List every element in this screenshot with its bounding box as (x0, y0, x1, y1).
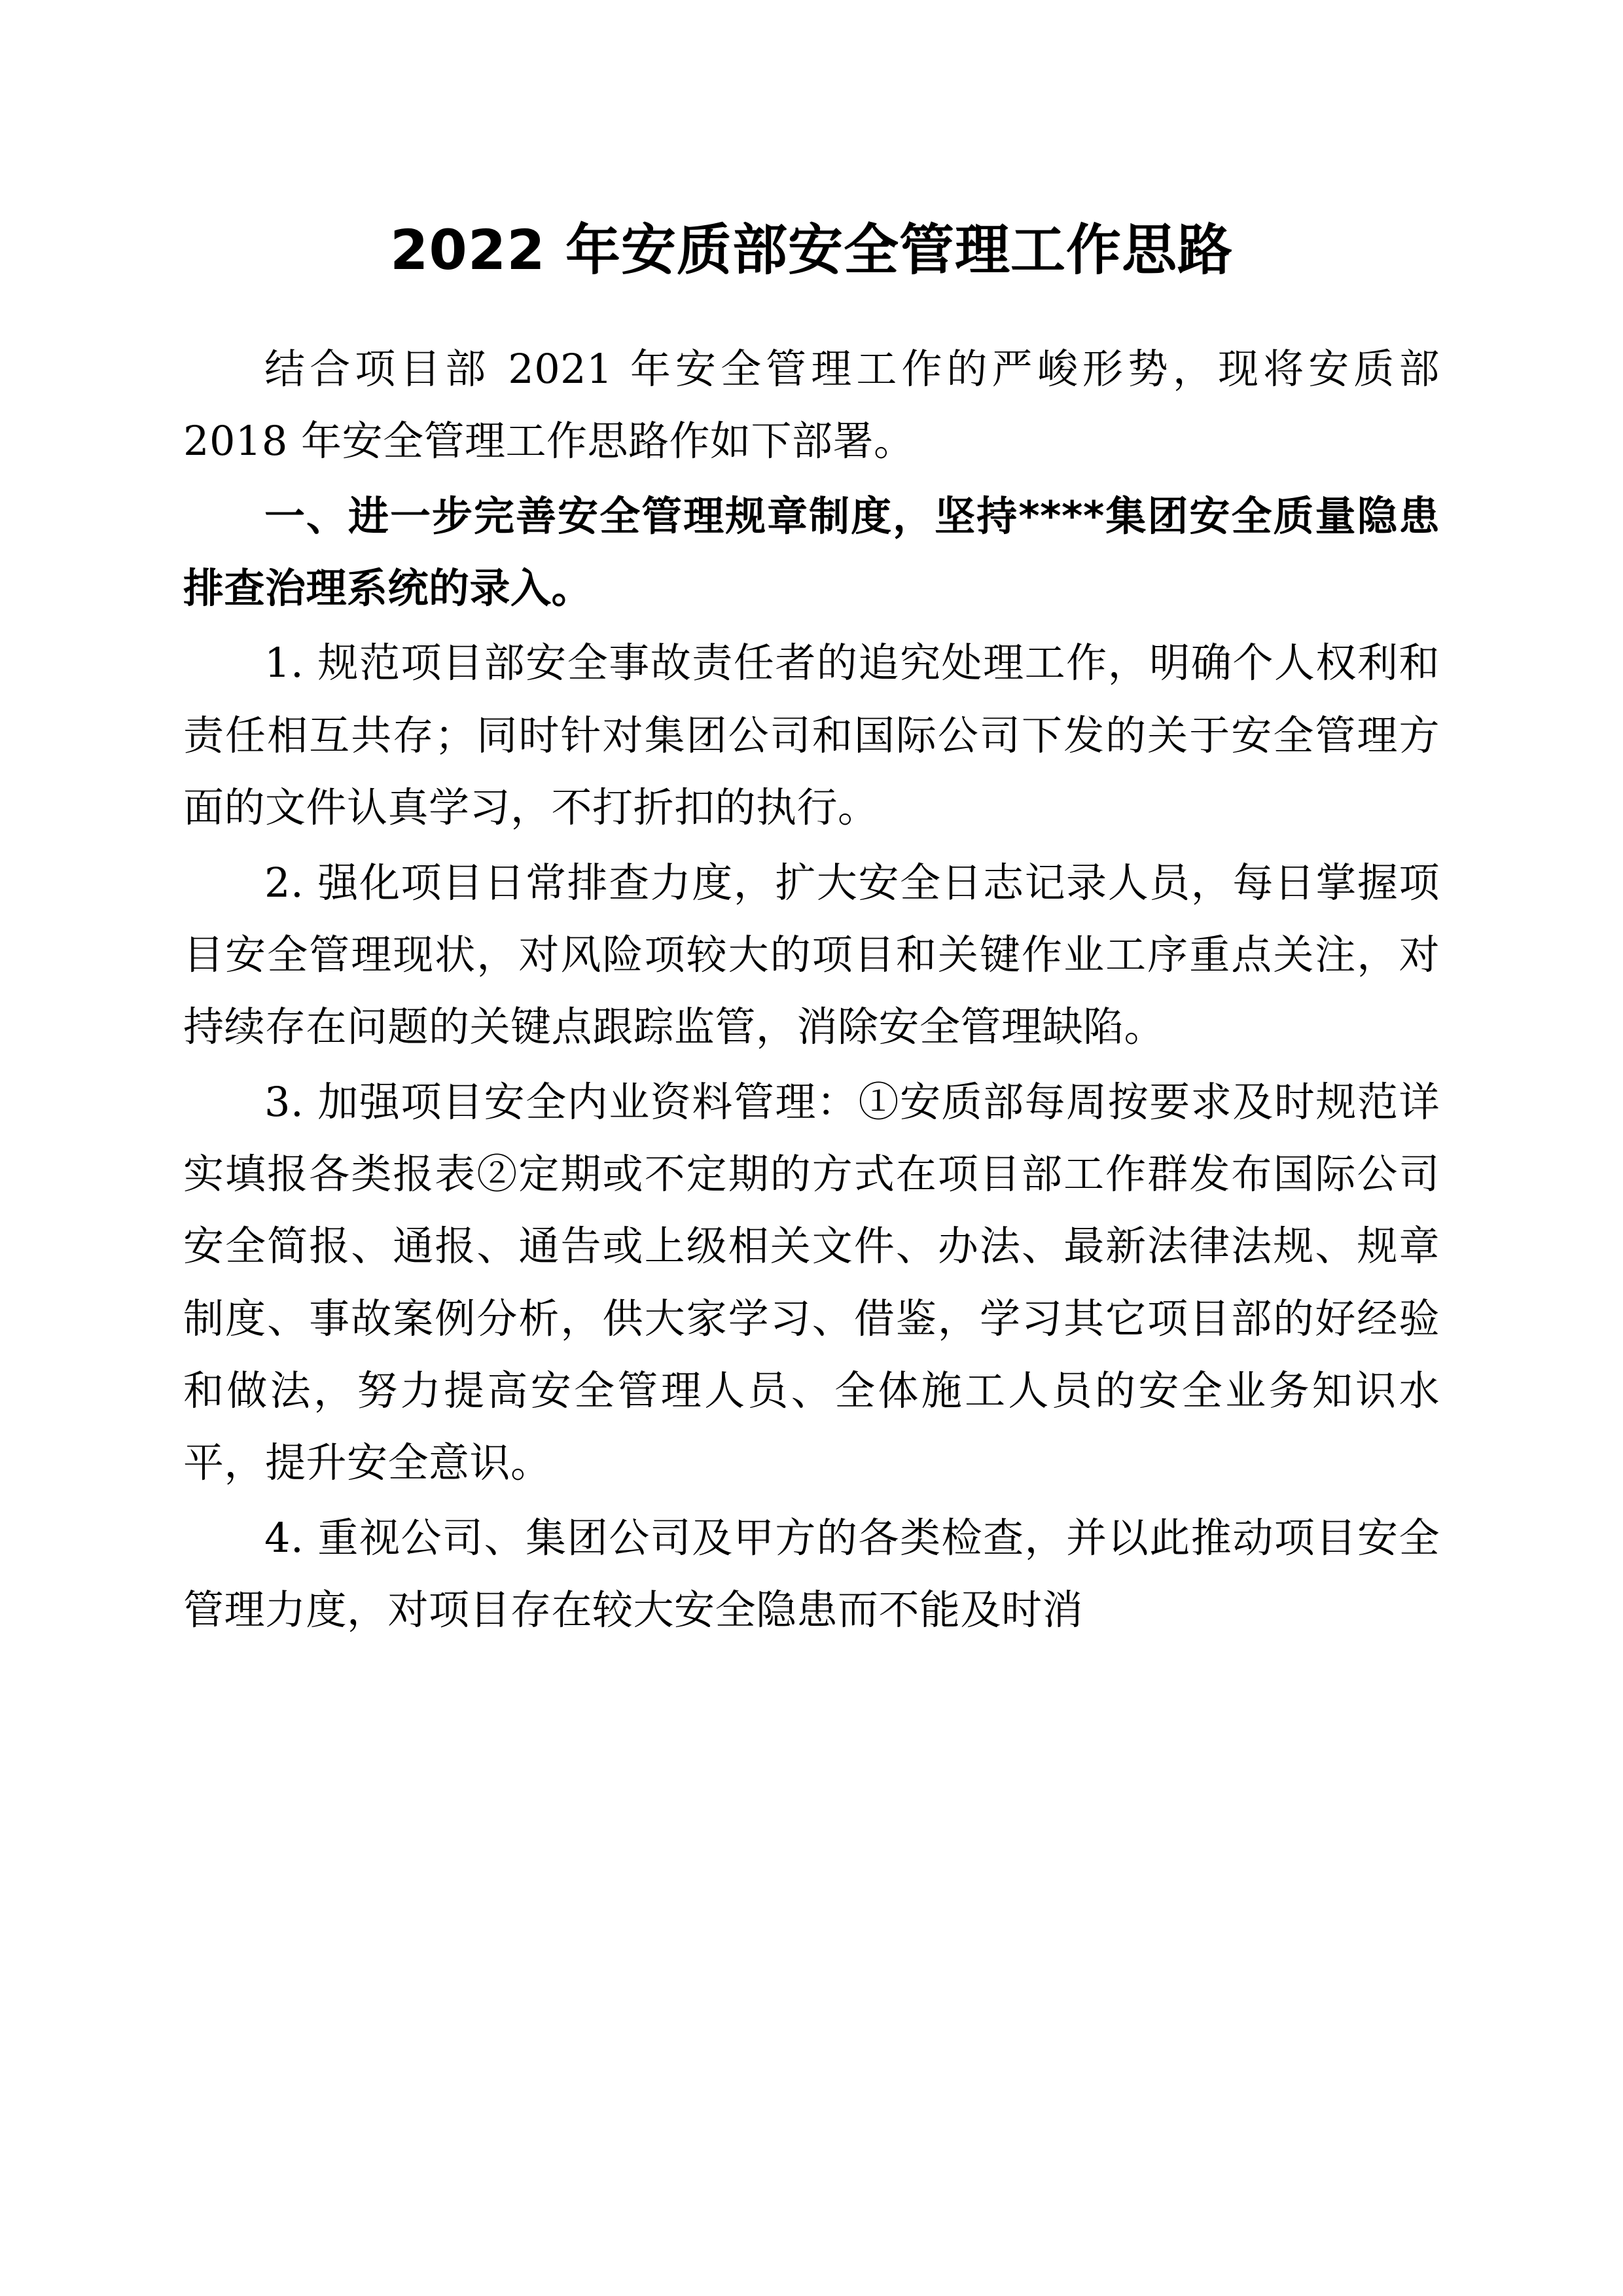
paragraph-item-1: 1. 规范项目部安全事故责任者的追究处理工作，明确个人权利和责任相互共存；同时针对集团公司和国际公司下发的关于安全管理方面的文件认真学习，不打折扣的执行。 (183, 639, 1440, 832)
paragraph-item-2: 2. 强化项目日常排查力度，扩大安全日志记录人员，每日掌握项目安全管理现状，对风险项较大的项目和关键作业工序重点关注，对持续存在问题的关键点跟踪监管，消除安全管理缺陷。 (183, 858, 1440, 1051)
paragraph-item-3: 3. 加强项目安全内业资料管理：①安质部每周按要求及时规范详实填报各类报表②定期或不定期的方式在项目部工作群发布国际公司安全简报、通报、通告或上级相关文件、办法、最新法律法规、规章制度、事故案例分析，供大家学习、借鉴，学习其它项目部的好经验和做法，努力提高安全管理人员、全体施工人员的安全业务知识水平，提升安全意识。 (183, 1077, 1440, 1487)
paragraph-item-4: 4. 重视公司、集团公司及甲方的各类检查，并以此推动项目安全管理力度，对项目存在较大安全隐患而不能及时消 (183, 1513, 1440, 1634)
page-title: 2022 年安质部安全管理工作思路 (389, 218, 1234, 282)
section-heading-1: 一、进一步完善安全管理规章制度，坚持****集团安全质量隐患排查治理系统的录入。 (183, 492, 1440, 613)
paragraph-intro: 结合项目部 2021 年安全管理工作的严峻形势，现将安质部 2018 年安全管理工作思路作如下部署。 (183, 345, 1440, 465)
